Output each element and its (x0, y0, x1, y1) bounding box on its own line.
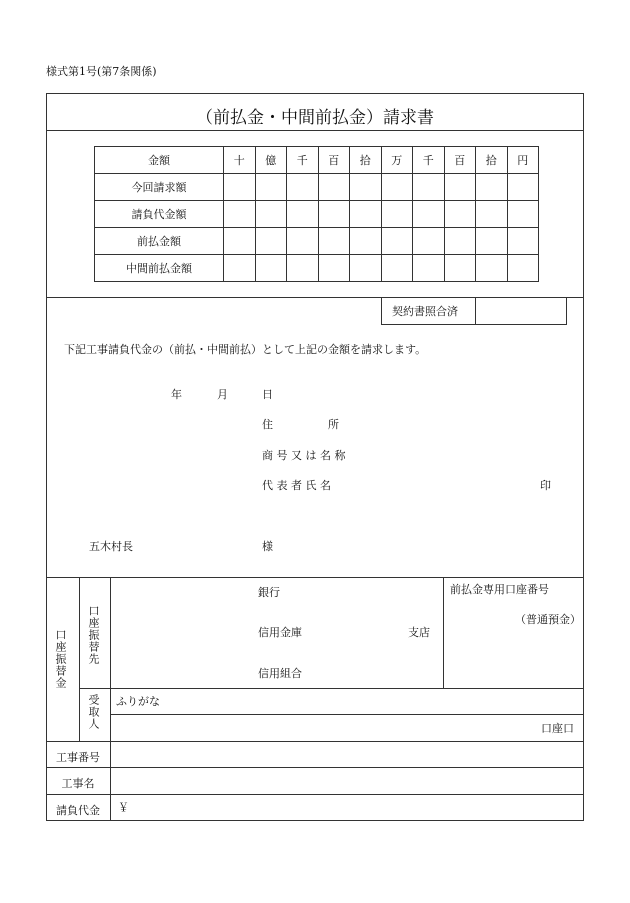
company-name-label: 商 号 又 は 名 称 (262, 449, 346, 462)
digit-header: 円 (507, 147, 539, 174)
payee-name-field[interactable] (111, 715, 531, 740)
payee-label: 受取人 (87, 694, 100, 730)
payee-account-suffix: 口座口 (541, 722, 574, 735)
digit-cell[interactable] (350, 201, 382, 228)
digit-cell[interactable] (476, 255, 508, 282)
digit-cell[interactable] (444, 201, 476, 228)
digit-header: 万 (381, 147, 413, 174)
digit-cell[interactable] (413, 255, 445, 282)
kumiai-label: 信用組合 (258, 667, 302, 680)
digit-cell[interactable] (318, 201, 350, 228)
digit-header: 拾 (350, 147, 382, 174)
transfer-destination-label: 口座振替先 (87, 605, 100, 665)
row-label: 請負代金額 (95, 201, 224, 228)
yen-symbol: ￥ (118, 801, 129, 814)
form-title: （前払金・中間前払金）請求書 (196, 108, 434, 128)
address-label: 住 所 (262, 418, 339, 431)
addressee-name: 五木村長 (89, 540, 133, 553)
digit-header: 千 (287, 147, 319, 174)
project-number-label: 工事番号 (56, 751, 100, 764)
form-reference: 様式第1号(第7条関係) (46, 65, 157, 78)
digit-cell[interactable] (476, 201, 508, 228)
digit-header: 十 (224, 147, 256, 174)
digit-cell[interactable] (381, 201, 413, 228)
digit-cell[interactable] (413, 201, 445, 228)
digit-cell[interactable] (255, 201, 287, 228)
digit-cell[interactable] (350, 174, 382, 201)
digit-cell[interactable] (444, 255, 476, 282)
contract-check-label: 契約書照合済 (392, 305, 458, 318)
amount-header-row (95, 147, 539, 174)
amount-table (94, 146, 539, 282)
digit-cell[interactable] (507, 228, 539, 255)
digit-cell[interactable] (318, 255, 350, 282)
digit-header: 千 (413, 147, 445, 174)
digit-header: 百 (318, 147, 350, 174)
digit-header: 億 (255, 147, 287, 174)
date-month: 月 (217, 388, 228, 401)
project-number-field[interactable] (111, 742, 583, 766)
digit-cell[interactable] (255, 228, 287, 255)
digit-cell[interactable] (507, 255, 539, 282)
digit-cell[interactable] (444, 228, 476, 255)
digit-cell[interactable] (507, 201, 539, 228)
contract-price-label: 請負代金 (56, 804, 100, 817)
account-col-line (443, 577, 444, 688)
contract-check-field[interactable] (476, 298, 566, 324)
date-year: 年 (171, 388, 182, 401)
digit-cell[interactable] (444, 174, 476, 201)
shinkin-label: 信用金庫 (258, 626, 302, 639)
transfer-col-line (79, 577, 80, 741)
row-label: 前払金額 (95, 228, 224, 255)
date-day: 日 (262, 388, 273, 401)
digit-cell[interactable] (476, 174, 508, 201)
furigana-label: ふりがな (116, 695, 160, 708)
branch-label: 支店 (408, 626, 430, 639)
digit-cell[interactable] (350, 228, 382, 255)
digit-cell[interactable] (287, 201, 319, 228)
digit-cell[interactable] (507, 174, 539, 201)
request-statement: 下記工事請負代金の（前払・中間前払）として上記の金額を請求します。 (64, 343, 427, 356)
addressee-honorific: 様 (262, 540, 273, 553)
digit-cell[interactable] (381, 174, 413, 201)
digit-cell[interactable] (224, 255, 256, 282)
digit-cell[interactable] (287, 228, 319, 255)
digit-cell[interactable] (476, 228, 508, 255)
seal-mark: 印 (540, 479, 551, 492)
contract-price-field[interactable] (131, 795, 583, 820)
amount-row-contract-price (95, 201, 539, 228)
project-name-label: 工事名 (61, 777, 95, 790)
digit-cell[interactable] (413, 174, 445, 201)
digit-cell[interactable] (224, 174, 256, 201)
digit-cell[interactable] (224, 228, 256, 255)
digit-cell[interactable] (381, 255, 413, 282)
digit-cell[interactable] (287, 255, 319, 282)
title-divider (46, 130, 584, 131)
digit-header: 拾 (476, 147, 508, 174)
row-label: 今回請求額 (95, 174, 224, 201)
digit-cell[interactable] (287, 174, 319, 201)
account-type-label: （普通預金） (515, 613, 581, 626)
amount-row-advance (95, 228, 539, 255)
digit-cell[interactable] (224, 201, 256, 228)
digit-cell[interactable] (381, 228, 413, 255)
amount-row-interim-advance (95, 255, 539, 282)
bank-label: 銀行 (258, 586, 280, 599)
account-number-label: 前払金専用口座番号 (450, 583, 549, 596)
digit-header: 百 (444, 147, 476, 174)
row-label: 中間前払金額 (95, 255, 224, 282)
representative-label: 代 表 者 氏 名 (262, 479, 331, 492)
furigana-field[interactable] (170, 689, 583, 713)
transfer-section-label: 口座振替金 (54, 629, 67, 689)
amount-row-current-request (95, 174, 539, 201)
digit-cell[interactable] (318, 174, 350, 201)
amount-header-label: 金額 (95, 147, 224, 174)
digit-cell[interactable] (413, 228, 445, 255)
project-name-field[interactable] (111, 768, 583, 793)
digit-cell[interactable] (318, 228, 350, 255)
section-divider (46, 577, 584, 578)
digit-cell[interactable] (350, 255, 382, 282)
digit-cell[interactable] (255, 174, 287, 201)
digit-cell[interactable] (255, 255, 287, 282)
